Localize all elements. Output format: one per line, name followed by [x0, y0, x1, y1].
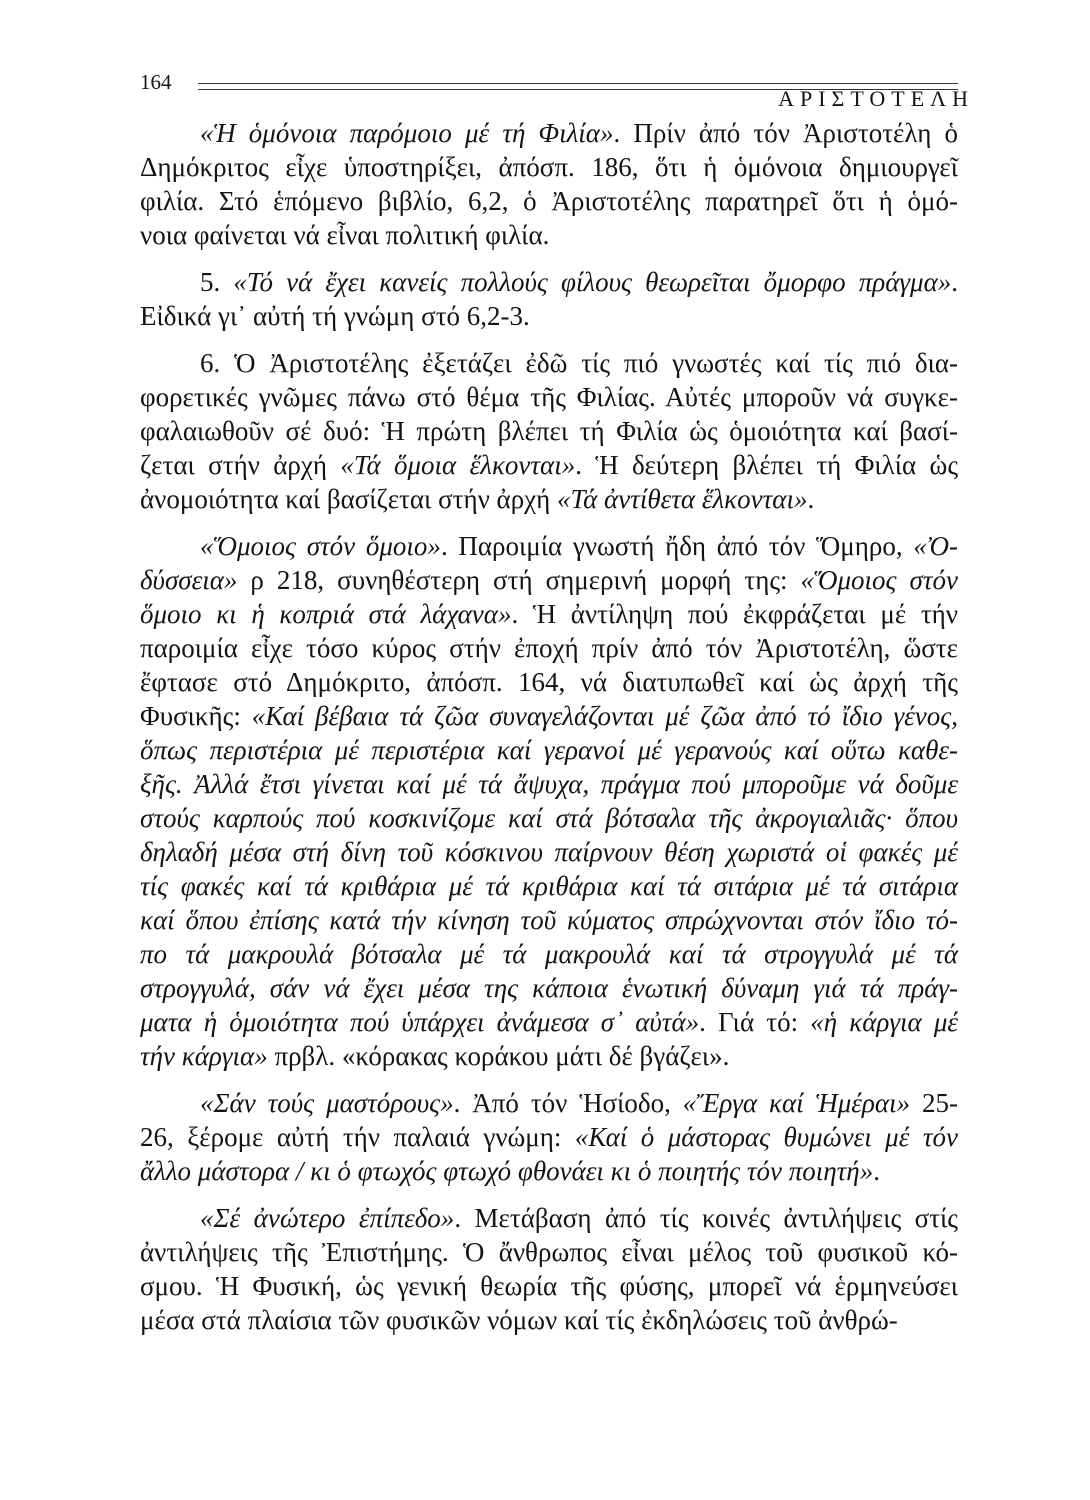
italic-quote: στούς καρπούς πού κοσκινίζομε καί στά βότσαλα τῆς ἀκρογιαλιᾶς· ὅπου [140, 803, 958, 833]
text-run: . Παροιμία γνωστή ἤδη ἀπό τόν Ὅμηρο, [440, 531, 914, 561]
text-line [140, 631, 958, 665]
italic-quote: ξῆς. Ἀλλά ἔτσι γίνεται καί μέ τά ἄψυχα, πράγμα πού μποροῦμε νά δοῦμε [140, 769, 958, 799]
text-run: . [873, 1156, 880, 1186]
italic-quote: «Ὅμοιος στόν ὅμοιο» [200, 531, 441, 561]
text-line [140, 529, 958, 563]
text-run: Εἰδικά γι᾽ αὐτή τή γνώμη στό 6,2-3. [140, 301, 530, 331]
text-run: 26, ξέρομε αὐτή τήν παλαιά γνώμη: [140, 1122, 575, 1152]
italic-quote: «Ἔργα καί Ἡμέραι» [682, 1088, 911, 1118]
text-line [140, 869, 958, 903]
paragraph [140, 529, 958, 1073]
text-line [140, 1235, 958, 1269]
text-line [140, 699, 958, 733]
paragraph [140, 265, 958, 333]
paragraph [140, 1086, 958, 1188]
italic-quote: τίς φακές καί τά κριθάρια μέ τά κριθάρια καί τά σιτάρια μέ τά σιτάρια [140, 871, 958, 901]
text-run: . Ἀπό τόν Ἡσίοδο, [453, 1088, 683, 1118]
text-line [140, 1154, 958, 1188]
italic-quote: ὅπως περιστέρια μέ περιστέρια καί γερανοί μέ γερανούς καί οὕτω καθε- [140, 735, 958, 765]
text-line [140, 1269, 958, 1303]
text-run: 6. Ὁ Ἀριστοτέλης ἐξετάζει ἐδῶ τίς πιό γνωστές καί τίς πιό δια- [200, 348, 958, 378]
text-line [140, 1120, 958, 1154]
text-line [140, 971, 958, 1005]
text-run: ἀντιλήψεις τῆς Ἐπιστήμης. Ὁ ἄνθρωπος εἶναι μέλος τοῦ φυσικοῦ κό- [140, 1237, 958, 1267]
text-run: νοια φαίνεται νά εἶναι πολιτική φιλία. [140, 220, 550, 250]
italic-quote: «ἡ κάργια μέ [810, 1007, 959, 1037]
text-run: Φυσικῆς: [140, 701, 252, 731]
text-run: 25- [910, 1088, 958, 1118]
paragraph [140, 116, 958, 252]
text-run: . Ἡ ἀντίληψη πού ἐκφράζεται μέ τήν [511, 599, 958, 629]
text-line [140, 563, 958, 597]
text-run: παροιμία εἶχε τόσο κύρος στήν ἐποχή πρίν ἀπό τόν Ἀριστοτέλη, ὥστε [140, 633, 958, 663]
text-run: . Γιά τό: [699, 1007, 811, 1037]
text-line [140, 380, 958, 414]
text-run: σμου. Ἡ Φυσική, ὡς γενική θεωρία τῆς φύσης, μπορεῖ νά ἑρμηνεύσει [140, 1271, 958, 1301]
text-run: μέσα στά πλαίσια τῶν φυσικῶν νόμων καί τίς ἐκδηλώσεις τοῦ ἀνθρώ- [140, 1305, 898, 1335]
text-line [140, 767, 958, 801]
italic-quote: πο τά μακρουλά βότσαλα μέ τά μακρουλά καί τά στρογγυλά μέ τά [140, 939, 958, 969]
italic-quote: «Ὀ- [913, 531, 958, 561]
text-line [140, 1086, 958, 1120]
italic-quote: «Ὅμοιος στόν [800, 565, 958, 595]
italic-quote: τήν κάργια» [140, 1041, 268, 1071]
text-run: πρβλ. «κόρακας κοράκου μάτι δέ βγάζει». [267, 1041, 730, 1071]
header-rule [198, 83, 958, 84]
text-run: ζεται στήν ἀρχή [140, 450, 341, 480]
text-line [140, 448, 958, 482]
paragraph [140, 346, 958, 516]
text-line [140, 414, 958, 448]
text-run: . Ἡ δεύτερη βλέπει τή Φιλία ὡς [575, 450, 959, 480]
text-line [140, 1039, 958, 1073]
text-line [140, 265, 958, 299]
text-line [140, 1005, 958, 1039]
italic-quote: δηλαδή μέσα στή δίνη τοῦ κόσκινου παίρνουν θέση χωριστά οἱ φακές μέ [140, 837, 958, 867]
italic-quote: «Τό νά ἔχει κανείς πολλούς φίλους θεωρεῖται ὄμορφο πράγμα» [233, 267, 952, 297]
text-line [140, 346, 958, 380]
text-line [140, 184, 958, 218]
text-run: Δημόκριτος εἶχε ὑποστηρίξει, ἀπόσπ. 186, ὅτι ἡ ὁμόνοια δημιουργεῖ [140, 152, 958, 182]
italic-quote: ματα ἡ ὁμοιότητα πού ὑπάρχει ἀνάμεσα σ᾽ αὐτά» [140, 1007, 700, 1037]
paragraph [140, 1201, 958, 1337]
page-number: 164 [140, 70, 172, 94]
text-run: ρ 218, συνηθέστερη στή σημερινή μορφή της: [237, 565, 801, 595]
text-line [140, 1201, 958, 1235]
text-run: φαλαιωθοῦν σέ δυό: Ἡ πρώτη βλέπει τή Φιλία ὡς ὁμοιότητα καί βασί- [140, 416, 958, 446]
text-run: ἀνομοιότητα καί βασίζεται στήν ἀρχή [140, 484, 558, 514]
italic-quote: «Τά ὅμοια ἕλκονται» [340, 450, 576, 480]
text-line [140, 597, 958, 631]
text-run: φιλία. Στό ἑπόμενο βιβλίο, 6,2, ὁ Ἀριστοτέλης παρατηρεῖ ὅτι ἡ ὁμό- [140, 186, 958, 216]
text-line [140, 218, 958, 252]
text-line [140, 665, 958, 699]
italic-quote: «Ἡ ὁμόνοια παρόμοιο μέ τή Φιλία» [200, 118, 614, 148]
italic-quote: ὅμοιο κι ἡ κοπριά στά λάχανα» [140, 599, 512, 629]
italic-quote: «Καί ὁ μάστορας θυμώνει μέ τόν [574, 1122, 958, 1152]
text-line [140, 150, 958, 184]
italic-quote: στρογγυλά, σάν νά ἔχει μέσα της κάποια ἑνωτική δύναμη γιά τά πράγ- [140, 973, 958, 1003]
text-run: . Μετάβαση ἀπό τίς κοινές ἀντιλήψεις στίς [454, 1203, 958, 1233]
text-run: 5. [200, 267, 234, 297]
italic-quote: «Τά ἀντίθετα ἕλκονται» [557, 484, 808, 514]
text-line [140, 1303, 958, 1337]
text-line [140, 299, 958, 333]
italic-quote: ἄλλο μάστορα / κι ὁ φτωχός φτωχό φθονάει κι ὁ ποιητής τόν ποιητή» [140, 1156, 874, 1186]
body-text [140, 116, 958, 1350]
text-line [140, 482, 958, 516]
text-run: φορετικές γνῶμες πάνω στό θέμα τῆς Φιλίας. Αὐτές μποροῦν νά συγκε- [140, 382, 958, 412]
text-run: . Πρίν ἀπό τόν Ἀριστοτέλη ὁ [613, 118, 958, 148]
text-run: . [951, 267, 959, 297]
text-line [140, 801, 958, 835]
italic-quote: «Σάν τούς μαστόρους» [200, 1088, 454, 1118]
text-line [140, 835, 958, 869]
text-line [140, 937, 958, 971]
italic-quote: δύσσεια» [140, 565, 238, 595]
text-line [140, 733, 958, 767]
text-run: . [807, 484, 815, 514]
running-title: ΑΡΙΣΤΟΤΕΛΗ [778, 86, 974, 111]
text-run: ἔφτασε στό Δημόκριτο, ἀπόσπ. 164, νά διατυπωθεῖ καί ὡς ἀρχή τῆς [140, 667, 958, 697]
italic-quote: καί ὅπου ἐπίσης κατά τήν κίνηση τοῦ κύματος σπρώχνονται στόν ἴδιο τό- [140, 905, 958, 935]
italic-quote: «Καί βέβαια τά ζῶα συναγελάζονται μέ ζῶα ἀπό τό ἴδιο γένος, [251, 701, 958, 731]
italic-quote: «Σέ ἀνώτερο ἐπίπεδο» [200, 1203, 455, 1233]
text-line [140, 903, 958, 937]
text-line [140, 116, 958, 150]
